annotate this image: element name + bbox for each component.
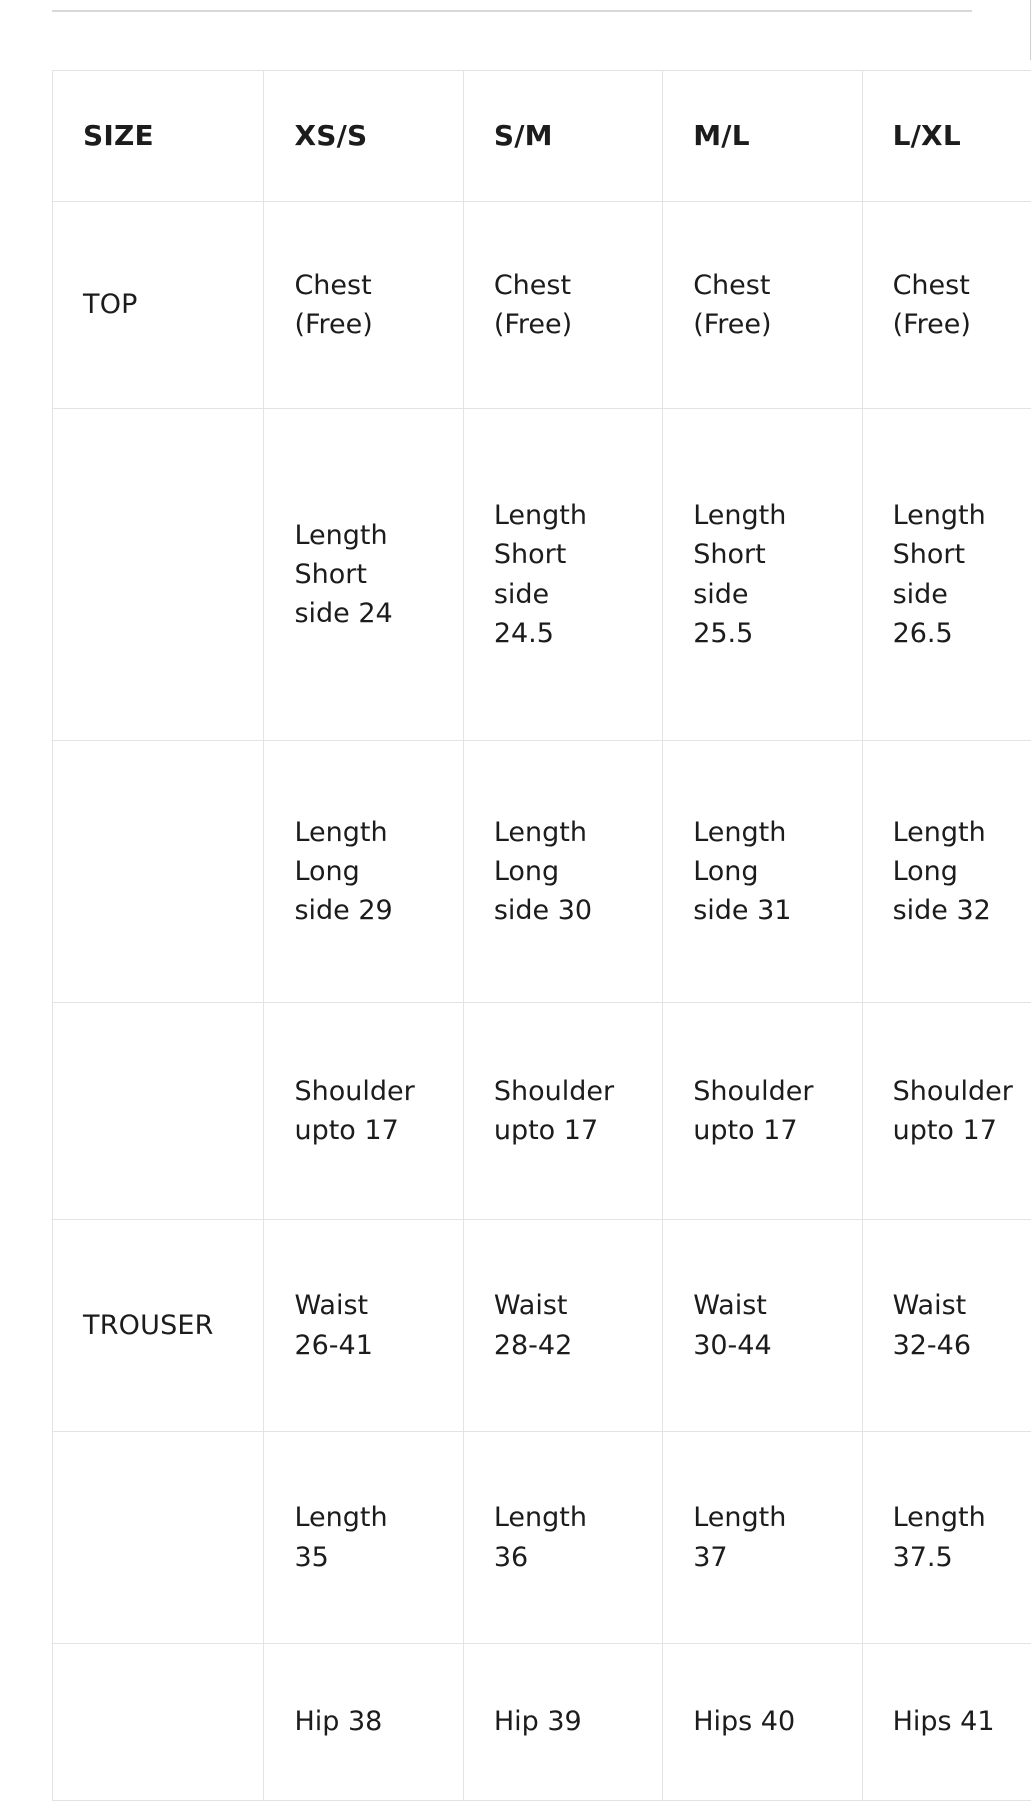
row-label-empty-5 (53, 1644, 264, 1801)
page-top-rule (52, 10, 972, 12)
row-label-empty-1 (53, 409, 264, 741)
column-header-s-m: S/M (463, 71, 662, 202)
cell-top-long-xs-s: Length Long side 29 (264, 741, 463, 1003)
cell-top-chest-l-xl: Chest (Free) (862, 202, 1031, 409)
table-row (53, 1003, 1031, 1220)
table-row (53, 1220, 1031, 1432)
table-header-row (53, 71, 1031, 202)
table-row (53, 1644, 1031, 1801)
row-label-empty-2 (53, 741, 264, 1003)
cell-trouser-waist-s-m: Waist 28-42 (463, 1220, 662, 1432)
table-row (53, 741, 1031, 1003)
cell-trouser-waist-m-l: Waist 30-44 (663, 1220, 862, 1432)
cell-trouser-waist-l-xl: Waist 32-46 (862, 1220, 1031, 1432)
cell-top-short-l-xl: Length Short side 26.5 (862, 409, 1031, 741)
cell-trouser-hip-s-m: Hip 39 (463, 1644, 662, 1801)
cell-top-shoulder-l-xl: Shoulder upto 17 (862, 1003, 1031, 1220)
table-row (53, 409, 1031, 741)
row-label-top: TOP (53, 202, 264, 409)
cell-trouser-length-xs-s: Length 35 (264, 1432, 463, 1644)
cell-top-shoulder-xs-s: Shoulder upto 17 (264, 1003, 463, 1220)
size-chart-table (52, 70, 1031, 1801)
row-label-empty-4 (53, 1432, 264, 1644)
cell-trouser-length-s-m: Length 36 (463, 1432, 662, 1644)
cell-top-long-l-xl: Length Long side 32 (862, 741, 1031, 1003)
cell-top-long-s-m: Length Long side 30 (463, 741, 662, 1003)
column-header-m-l: M/L (663, 71, 862, 202)
cell-top-short-s-m: Length Short side 24.5 (463, 409, 662, 741)
table-row (53, 202, 1031, 409)
cell-trouser-waist-xs-s: Waist 26-41 (264, 1220, 463, 1432)
cell-top-chest-xs-s: Chest (Free) (264, 202, 463, 409)
table-body (53, 202, 1031, 1801)
cell-top-shoulder-m-l: Shoulder upto 17 (663, 1003, 862, 1220)
cell-trouser-length-l-xl: Length 37.5 (862, 1432, 1031, 1644)
cell-top-long-m-l: Length Long side 31 (663, 741, 862, 1003)
cell-top-chest-s-m: Chest (Free) (463, 202, 662, 409)
cell-top-short-m-l: Length Short side 25.5 (663, 409, 862, 741)
row-label-trouser: TROUSER (53, 1220, 264, 1432)
cell-top-shoulder-s-m: Shoulder upto 17 (463, 1003, 662, 1220)
table-row (53, 1432, 1031, 1644)
column-header-xs-s: XS/S (264, 71, 463, 202)
column-header-size: SIZE (53, 71, 264, 202)
cell-top-short-xs-s: Length Short side 24 (264, 409, 463, 741)
column-header-l-xl: L/XL (862, 71, 1031, 202)
cell-top-chest-m-l: Chest (Free) (663, 202, 862, 409)
cell-trouser-hip-l-xl: Hips 41 (862, 1644, 1031, 1801)
cell-trouser-length-m-l: Length 37 (663, 1432, 862, 1644)
cell-trouser-hip-xs-s: Hip 38 (264, 1644, 463, 1801)
size-chart-container (52, 70, 1031, 1801)
row-label-empty-3 (53, 1003, 264, 1220)
cell-trouser-hip-m-l: Hips 40 (663, 1644, 862, 1801)
